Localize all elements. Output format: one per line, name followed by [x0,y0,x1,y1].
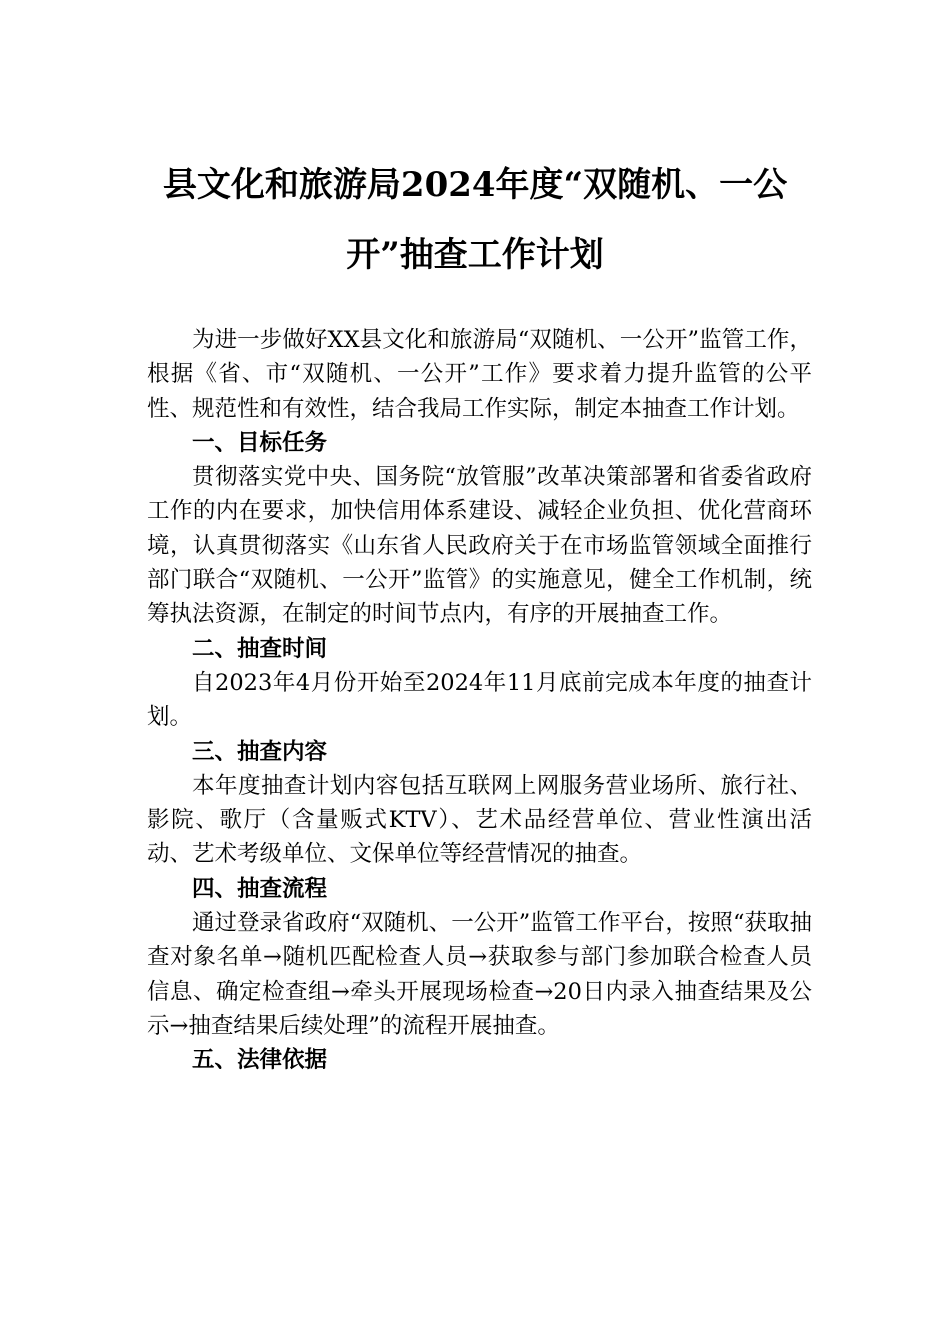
section-heading-process: 四、抽查流程 [192,875,328,902]
section-heading-time: 二、抽查时间 [192,635,328,662]
document-title-line-1: 县文化和旅游局2024年度“双随机、一公 [162,165,788,205]
document-body [147,323,812,1078]
section-text-content: 本年度抽查计划内容包括互联网上网服务营业场所、旅行社、影院、歌厅（含量贩式KTV）、艺术品经营单位、营业性演出活动、艺术考级单位、文保单位等经营情况的抽查。 [147,772,812,868]
section-heading-goals: 一、目标任务 [192,429,328,456]
section-text-time: 自2023年4月份开始至2024年11月底前完成本年度的抽查计划。 [147,669,812,731]
document-title-line-2: 开”抽查工作计划 [346,235,604,275]
section-text-goals: 贯彻落实党中央、国务院“放管服”改革决策部署和省委省政府工作的内在要求，加快信用体系建设、减轻企业负担、优化营商环境，认真贯彻落实《山东省人民政府关于在市场监管领域全面推行部门联合“双随机、一公开”监管》的实施意见，健全工作机制，统筹执法资源，在制定的时间节点内，有序的开展抽查工作。 [147,464,812,628]
intro-paragraph: 为进一步做好XX县文化和旅游局“双随机、一公开”监管工作，根据《省、市“双随机、一公开”工作》要求着力提升监管的公平性、规范性和有效性，结合我局工作实际，制定本抽查工作计划。 [147,327,812,422]
section-heading-content: 三、抽查内容 [192,738,328,765]
section-text-process: 通过登录省政府“双随机、一公开”监管工作平台，按照“获取抽查对象名单→随机匹配检查人员→获取参与部门参加联合检查人员信息、确定检查组→牵头开展现场检查→20日内录入抽查结果及公示→抽查结果后续处理”的流程开展抽查。 [147,910,812,1039]
section-heading-legal-basis: 五、法律依据 [192,1047,328,1074]
